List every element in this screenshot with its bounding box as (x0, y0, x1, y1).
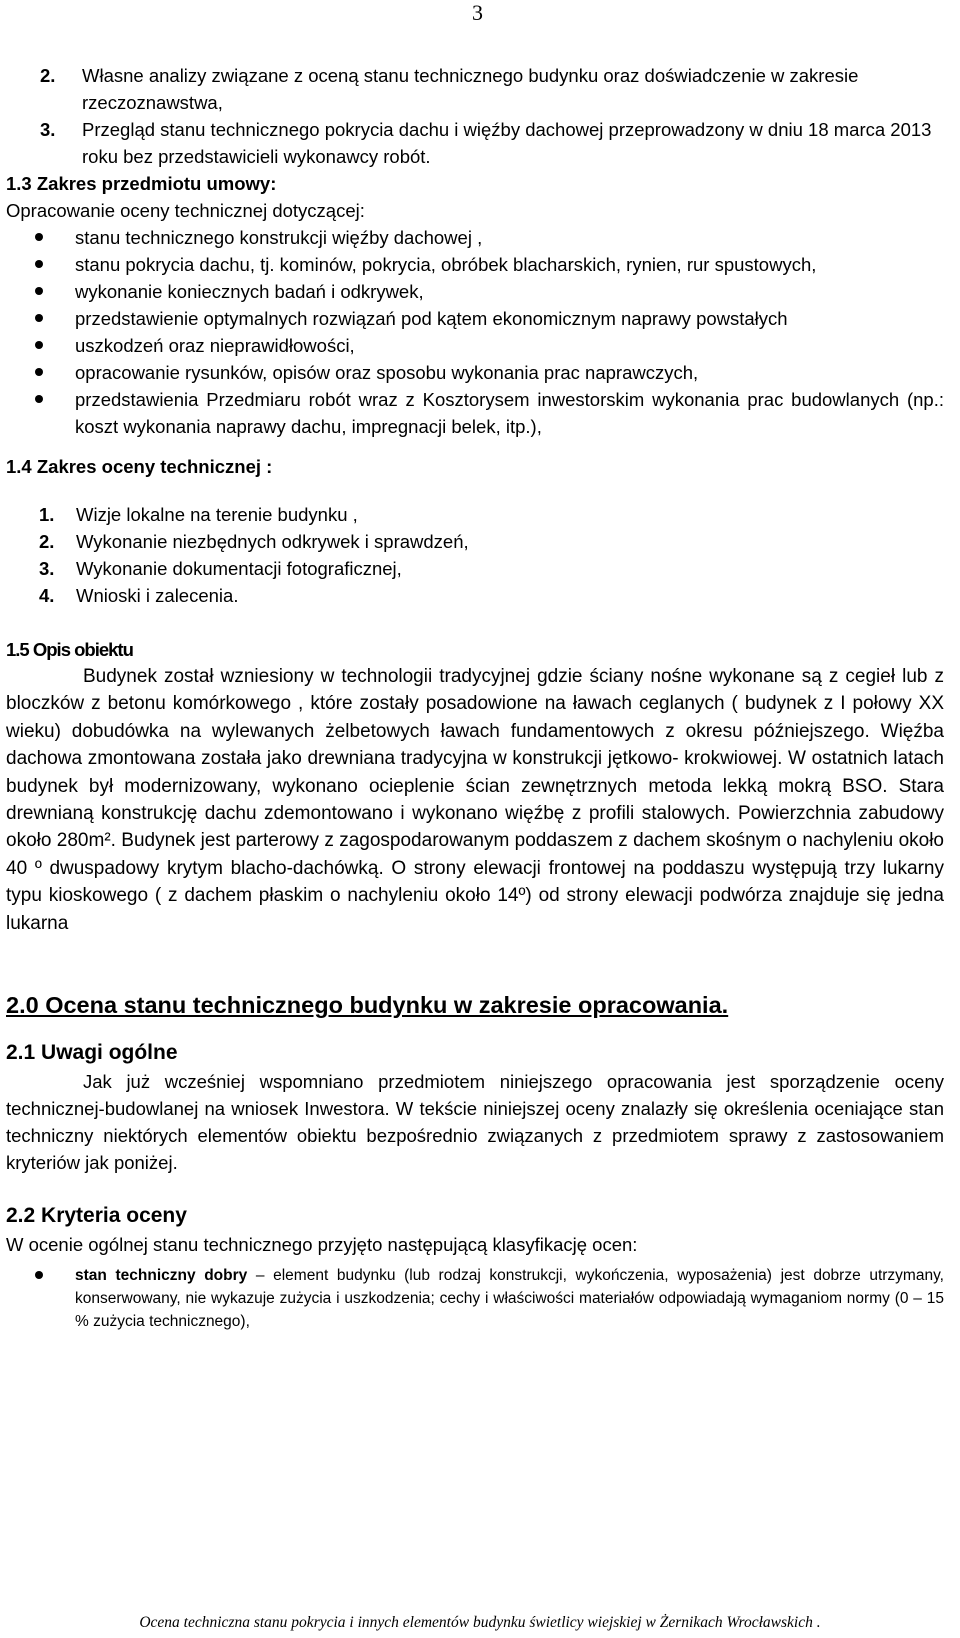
list-item-text: opracowanie rysunków, opisów oraz sposobu wykonania prac naprawczych, (75, 362, 699, 383)
list-item-text: Wykonanie dokumentacji fotograficznej, (76, 558, 402, 579)
section-1-3-lead: Opracowanie oceny technicznej dotyczącej: (6, 200, 365, 221)
section-1-3-heading: 1.3 Zakres przedmiotu umowy: (6, 173, 277, 194)
list-item-text: przedstawienie optymalnych rozwiązań pod kątem ekonomicznym naprawy powstałych (75, 308, 788, 329)
section-2-1-heading: 2.1 Uwagi ogólne (6, 1041, 178, 1065)
section-2-0-heading: 2.0 Ocena stanu technicznego budynku w zakresie opracowania. (6, 992, 729, 1019)
section-2-2-heading: 2.2 Kryteria oceny (6, 1204, 187, 1228)
section-2-2-bullets (6, 1264, 944, 1333)
bullet-icon (35, 1271, 43, 1279)
list-item-text: Wizje lokalne na terenie budynku , (76, 504, 358, 525)
list-item (6, 582, 944, 609)
list-item (6, 251, 944, 278)
section-2-1-text: Jak już wcześniej wspomniano przedmiotem niniejszego opracowania jest sporządzenie oceny technicznej-budowlanej na wniosek Inwestora. W tekście niniejszej oceny znalazły się określenia oceniające stan techniczny niektórych elementów obiektu bezpośrednio związanych z przedmiotem sprawy z zastosowaniem kryteriów jak poniżej. (6, 1071, 944, 1174)
section-2-2-lead: W ocenie ogólnej stanu technicznego przyjęto następującą klasyfikację ocen: (6, 1234, 638, 1256)
list-item (6, 224, 944, 251)
document-body (6, 62, 944, 1333)
bullet-icon (35, 260, 43, 268)
bullet-icon (35, 233, 43, 241)
page-number: 3 (472, 0, 483, 25)
intro-list (6, 62, 944, 170)
section-1-4-list (6, 501, 944, 609)
list-item-number: 2. (39, 531, 55, 552)
list-item (6, 555, 944, 582)
list-item (6, 386, 944, 440)
bullet-icon (35, 314, 43, 322)
list-item-text: wykonanie koniecznych badań i odkrywek, (75, 281, 424, 302)
section-1-4-heading: 1.4 Zakres oceny technicznej : (6, 456, 273, 477)
bullet-icon (35, 341, 43, 349)
section-1-5-text: Budynek został wzniesiony w technologii tradycyjnej gdzie ściany nośne wykonane są z cegieł lub z bloczków z betonu komórkowego , które zostały posadowione na ławach ceglanych ( budynek z I połowy XX wieku) dobudówka na wylewanych żelbetowych ławach fundamentowych z okresu późniejszego. Więźba dachowa zmontowana została jako drewniana tradycyjna w konstrukcji jętkowo- krokwiowej. W ostatnich latach budynek był modernizowany, wykonano ocieplenie ścian zewnętrznych metoda lekką mokrą BSO. Stara drewnianą konstrukcję dachu zdemontowano i wykonano więźbę z profili stalowych. Powierzchnia zabudowy około 280m². Budynek jest parterowy z zagospodarowanym poddaszem z dachem skośnym o nachyleniu około 40 º dwuspadowy krytym blacho-dachówką. O strony elewacji frontowej na poddaszu występują trzy lukarny typu kioskowego ( z dachem płaskim o nachyleniu około 14º) od strony elewacji podwórza znajduje się jedna lukarna (6, 666, 944, 934)
list-item (6, 62, 944, 116)
list-item (6, 305, 944, 332)
criterion-term: stan techniczny dobry (75, 1267, 248, 1285)
section-1-5-heading: 1.5 Opis obiektu (6, 639, 133, 660)
list-item-number: 1. (39, 504, 55, 525)
list-item (6, 116, 944, 170)
bullet-icon (35, 395, 43, 403)
list-item-text: Wnioski i zalecenia. (76, 585, 239, 606)
list-item (6, 359, 944, 386)
section-1-3-bullets (6, 224, 944, 440)
list-item-text: Własne analizy związane z oceną stanu technicznego budynku oraz doświadczenie w zakresie rzeczoznawstwa, (82, 65, 859, 113)
list-item-number: 3. (39, 558, 55, 579)
list-item-text: Wykonanie niezbędnych odkrywek i sprawdzeń, (76, 531, 469, 552)
list-item-number: 2. (40, 65, 56, 86)
list-item (6, 278, 944, 305)
list-item-text: stanu technicznego konstrukcji więźby dachowej , (75, 227, 483, 248)
bullet-icon (35, 287, 43, 295)
list-item (6, 528, 944, 555)
list-item-number: 4. (39, 585, 55, 606)
list-item (6, 1264, 944, 1333)
list-item-text: uszkodzeń oraz nieprawidłowości, (75, 335, 355, 356)
list-item-number: 3. (40, 119, 56, 140)
list-item-text: przedstawienia Przedmiaru robót wraz z Kosztorysem inwestorskim wykonania prac budowlanych (np.: koszt wykonania naprawy dachu, impregnacji belek, itp.), (75, 389, 944, 437)
list-item (6, 501, 944, 528)
list-item-text: stanu pokrycia dachu, tj. kominów, pokrycia, obróbek blacharskich, rynien, rur spustowych, (75, 254, 817, 275)
page-footer: Ocena techniczna stanu pokrycia i innych elementów budynku świetlicy wiejskiej w Żernikach Wrocławskich . (139, 1614, 821, 1631)
criterion-text: – element budynku (lub rodzaj konstrukcji, wykończenia, wyposażenia) jest dobrze utrzymany, konserwowany, nie wykazuje zużycia i uszkodzenia; cechy i właściwości materiałów odpowiadają wymaganiom normy (0 – 15 % zużycia technicznego), (75, 1267, 944, 1331)
list-item-text: Przegląd stanu technicznego pokrycia dachu i więźby dachowej przeprowadzony w dniu 18 marca 2013 roku bez przedstawicieli wykonawcy robót. (82, 119, 932, 167)
bullet-icon (35, 368, 43, 376)
list-item (6, 332, 944, 359)
